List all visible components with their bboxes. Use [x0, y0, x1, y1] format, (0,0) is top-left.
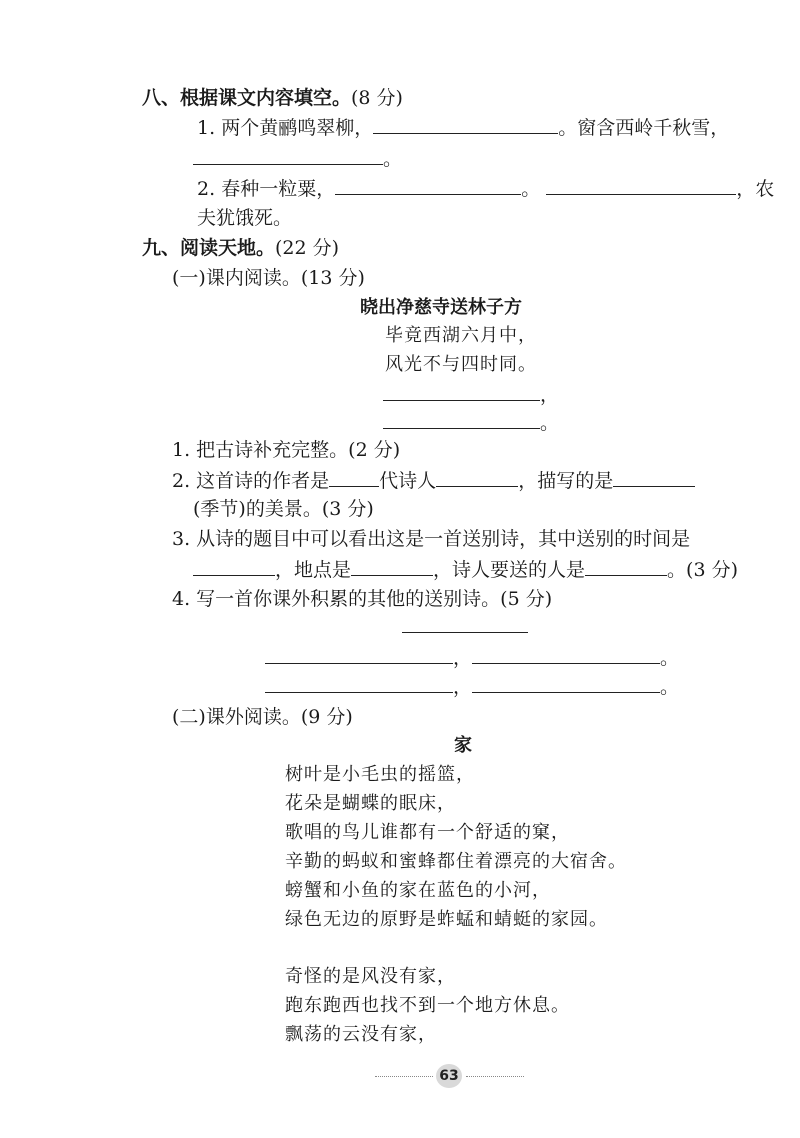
answer-blank[interactable]: [585, 557, 667, 576]
answer-blank[interactable]: [193, 557, 275, 576]
part-2-label: (二)课外阅读。(9 分): [172, 706, 353, 728]
answer-blank[interactable]: [472, 674, 660, 693]
section-8-heading: 八、根据课文内容填空。(8 分): [142, 87, 403, 109]
question-9-2-cont: (季节)的美景。(3 分): [193, 498, 374, 520]
footer-divider-right: [466, 1076, 524, 1077]
answer-blank[interactable]: [472, 645, 660, 664]
question-9-3: 3. 从诗的题目中可以看出这是一首送别诗，其中送别的时间是: [172, 528, 691, 550]
question-8-1: 1. 两个黄鹂鸣翠柳， 。窗含西岭千秋雪，: [197, 117, 730, 139]
answer-blank[interactable]: [329, 468, 379, 487]
question-8-1-cont: 。: [193, 146, 402, 171]
part-1-label: (一)课内阅读。(13 分): [172, 267, 365, 289]
poem-2-line: 跑东跑西也找不到一个地方休息。: [285, 995, 570, 1016]
poem-1-line: 风光不与四时同。: [385, 354, 537, 375]
answer-blank[interactable]: [373, 115, 558, 134]
poem-title-blank-line: [402, 614, 528, 639]
question-9-3-cont: ，地点是 ，诗人要送的人是 。(3 分): [193, 557, 738, 582]
poem-1-blank-line: 。: [383, 410, 559, 435]
question-9-1: 1. 把古诗补充完整。(2 分): [172, 439, 401, 461]
poem-2-line: 绿色无边的原野是蚱蜢和蜻蜓的家园。: [285, 909, 608, 930]
poem-2-line: 螃蟹和小鱼的家在蓝色的小河，: [285, 880, 551, 901]
answer-blank[interactable]: [613, 468, 695, 487]
poem-2-line: 花朵是蝴蝶的眠床，: [285, 793, 456, 814]
poem-blank-line: ， 。: [265, 674, 679, 699]
answer-blank[interactable]: [436, 468, 518, 487]
answer-blank[interactable]: [265, 645, 453, 664]
question-8-2: 2. 春种一粒粟， 。 ，农: [197, 178, 775, 200]
poem-blank-line: ， 。: [265, 645, 679, 670]
question-9-2: 2. 这首诗的作者是 代诗人 ，描写的是: [172, 468, 695, 493]
poem-2-line: 辛勤的蚂蚁和蜜蜂都住着漂亮的大宿舍。: [285, 851, 627, 872]
footer-divider-left: [375, 1076, 433, 1077]
answer-blank[interactable]: [402, 614, 528, 633]
answer-blank[interactable]: [546, 176, 736, 195]
poem-2-line: 飘荡的云没有家，: [285, 1024, 437, 1045]
poem-1-line: 毕竟西湖六月中，: [385, 325, 537, 346]
section-9-heading: 九、阅读天地。(22 分): [142, 237, 340, 259]
answer-blank[interactable]: [351, 557, 433, 576]
answer-blank[interactable]: [265, 674, 453, 693]
answer-blank[interactable]: [383, 410, 540, 429]
poem-1-title: 晓出净慈寺送林子方: [360, 297, 522, 318]
question-8-2-cont: 夫犹饿死。: [197, 207, 293, 229]
answer-blank[interactable]: [335, 176, 521, 195]
poem-1-blank-line: ，: [383, 382, 559, 407]
answer-blank[interactable]: [383, 382, 540, 401]
page-number: 63: [436, 1064, 462, 1088]
poem-2-line: 歌唱的鸟儿谁都有一个舒适的窠，: [285, 822, 570, 843]
answer-blank[interactable]: [193, 146, 383, 165]
poem-2-line: 奇怪的是风没有家，: [285, 966, 456, 987]
question-9-4: 4. 写一首你课外积累的其他的送别诗。(5 分): [172, 588, 553, 610]
poem-2-title: 家: [454, 735, 472, 756]
poem-2-line: 树叶是小毛虫的摇篮，: [285, 764, 475, 785]
